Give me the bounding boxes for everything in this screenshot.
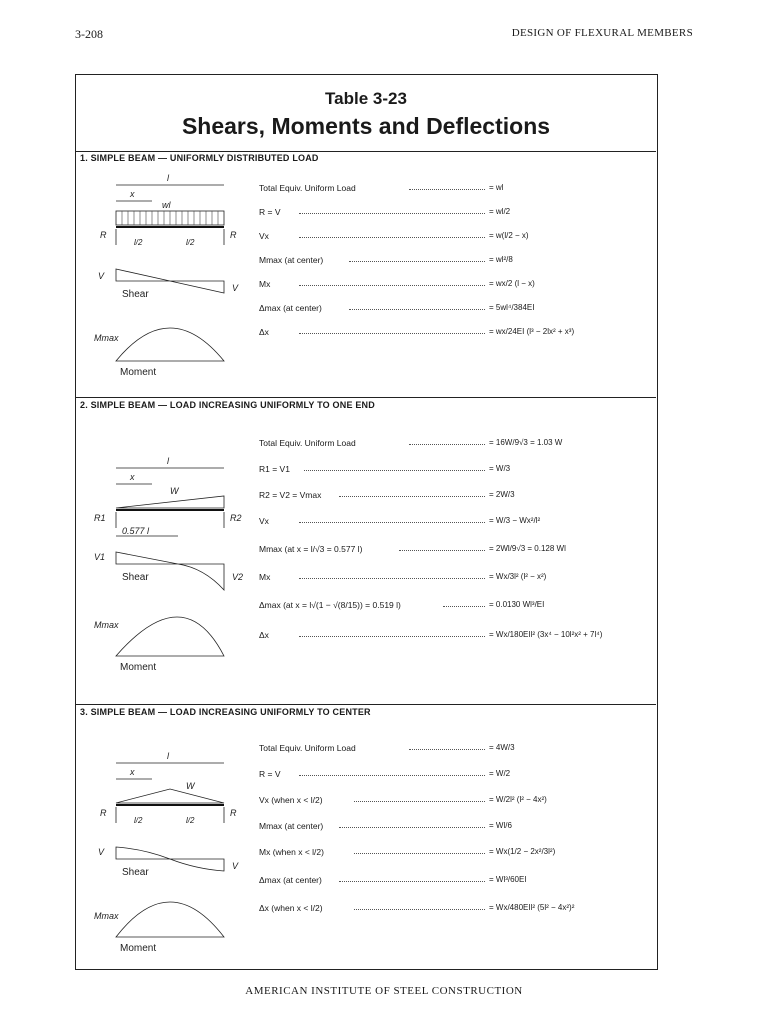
x-label: x xyxy=(130,767,135,777)
section-heading: 1. SIMPLE BEAM — UNIFORMLY DISTRIBUTED LOAD xyxy=(80,153,319,163)
shear-caption: Shear xyxy=(122,289,149,300)
table-subtitle: Shears, Moments and Deflections xyxy=(181,113,551,139)
equation-row: Δmax (at center) = Wl³/60EI xyxy=(259,875,527,885)
left-reaction-label: R xyxy=(100,808,107,818)
x-label: x xyxy=(130,472,135,482)
equation-row: R2 = V2 = Vmax = 2W/3 xyxy=(259,490,515,500)
span-label: l xyxy=(167,751,169,761)
section-3 xyxy=(76,705,656,969)
shear-diagram-right xyxy=(178,564,224,590)
publisher-footer: AMERICAN INSTITUTE OF STEEL CONSTRUCTION xyxy=(245,985,523,997)
running-head: DESIGN OF FLEXURAL MEMBERS xyxy=(511,27,693,39)
shear-right-label: V2 xyxy=(232,572,244,582)
equation-row: Total Equiv. Uniform Load = 16W/9√3 = 1.03 W xyxy=(259,438,563,448)
distance-label: 0.577 l xyxy=(122,526,150,536)
left-reaction-label: R xyxy=(100,230,107,240)
equation-row: Mmax (at center) = wl²/8 xyxy=(259,255,513,265)
equation-row: R1 = V1 = W/3 xyxy=(259,464,511,474)
shear-left-label: V xyxy=(98,847,105,857)
shear-diagram-right xyxy=(170,859,224,871)
table-number: Table 3-23 xyxy=(325,89,407,108)
equation-row: Mx = wx/2 (l − x) xyxy=(259,279,535,289)
moment-diagram xyxy=(116,902,224,937)
right-reaction-label: R xyxy=(230,808,237,818)
load-label: W xyxy=(186,781,195,791)
section-1 xyxy=(76,151,656,397)
equation-row: R = V = W/2 xyxy=(259,769,511,779)
table-frame xyxy=(75,74,658,970)
shear-right-label: V xyxy=(232,861,239,871)
moment-caption: Moment xyxy=(120,662,157,673)
page-number: 3-208 xyxy=(75,27,103,41)
equation-row: Vx (when x < l/2) = W/2l² (l² − 4x²) xyxy=(259,795,547,805)
load-hatching xyxy=(122,211,218,225)
equation-row: Total Equiv. Uniform Load = 4W/3 xyxy=(259,743,515,753)
equation-row: Mx (when x < l/2) = Wx(1/2 − 2x²/3l²) xyxy=(259,847,556,857)
equation-row: Δx (when x < l/2) = Wx/480EIl² (5l² − 4x²)² xyxy=(259,903,575,913)
half-right-label: l/2 xyxy=(186,238,195,247)
section-2-diagram xyxy=(94,448,244,678)
moment-caption: Moment xyxy=(120,943,157,954)
moment-max-label: Mmax xyxy=(94,911,119,921)
shear-right-label: V xyxy=(232,283,239,293)
shear-diagram-left xyxy=(116,847,170,859)
shear-caption: Shear xyxy=(122,867,149,878)
equation-row: Δmax (at x = l√(1 − √(8/15)) = 0.519 l) = 0.0130 Wl³/EI xyxy=(259,600,545,610)
load-label: W xyxy=(170,486,179,496)
equation-row: Mmax (at x = l/√3 = 0.577 l) = 2Wl/9√3 = 0.128 Wl xyxy=(259,544,566,554)
moment-diagram xyxy=(116,617,224,656)
section-heading: 3. SIMPLE BEAM — LOAD INCREASING UNIFORMLY TO CENTER xyxy=(80,707,371,717)
equation-row: Mx = Wx/3l² (l² − x²) xyxy=(259,572,547,582)
shear-caption: Shear xyxy=(122,572,149,583)
equation-row: Δmax (at center) = 5wl⁴/384EI xyxy=(259,303,535,313)
equation-row: Δx = Wx/180EIl² (3x⁴ − 10l²x² + 7l⁴) xyxy=(259,630,603,640)
right-reaction-label: R2 xyxy=(230,513,242,523)
half-left-label: l/2 xyxy=(134,238,143,247)
section-heading: 2. SIMPLE BEAM — LOAD INCREASING UNIFORMLY TO ONE END xyxy=(80,400,375,410)
moment-max-label: Mmax xyxy=(94,620,119,630)
half-right-label: l/2 xyxy=(186,816,195,825)
shear-left-label: V1 xyxy=(94,552,106,562)
equation-row: Vx = w(l/2 − x) xyxy=(259,231,529,241)
triangular-load xyxy=(116,496,224,508)
half-left-label: l/2 xyxy=(134,816,143,825)
load-label: wl xyxy=(162,200,171,210)
moment-diagram xyxy=(116,328,224,361)
shear-left-label: V xyxy=(98,271,105,281)
equation-row: Δx = wx/24EI (l³ − 2lx² + x³) xyxy=(259,327,575,337)
right-reaction-label: R xyxy=(230,230,237,240)
table-title-box xyxy=(76,75,656,152)
section-1-diagram xyxy=(94,165,244,395)
equation-row: R = V = wl/2 xyxy=(259,207,511,217)
equation-row: Vx = W/3 − Wx²/l² xyxy=(259,516,541,526)
shear-diagram-left xyxy=(116,269,170,281)
span-label: l xyxy=(167,456,169,466)
x-label: x xyxy=(130,189,135,199)
moment-caption: Moment xyxy=(120,367,157,378)
section-3-diagram xyxy=(94,743,244,969)
moment-max-label: Mmax xyxy=(94,333,119,343)
triangular-load xyxy=(116,789,224,803)
span-label: l xyxy=(167,173,169,183)
shear-diagram-left xyxy=(116,552,178,564)
equation-row: Total Equiv. Uniform Load = wl xyxy=(259,183,504,193)
equation-row: Mmax (at center) = Wl/6 xyxy=(259,821,512,831)
left-reaction-label: R1 xyxy=(94,513,106,523)
section-2 xyxy=(76,398,656,704)
shear-diagram-right xyxy=(170,281,224,293)
